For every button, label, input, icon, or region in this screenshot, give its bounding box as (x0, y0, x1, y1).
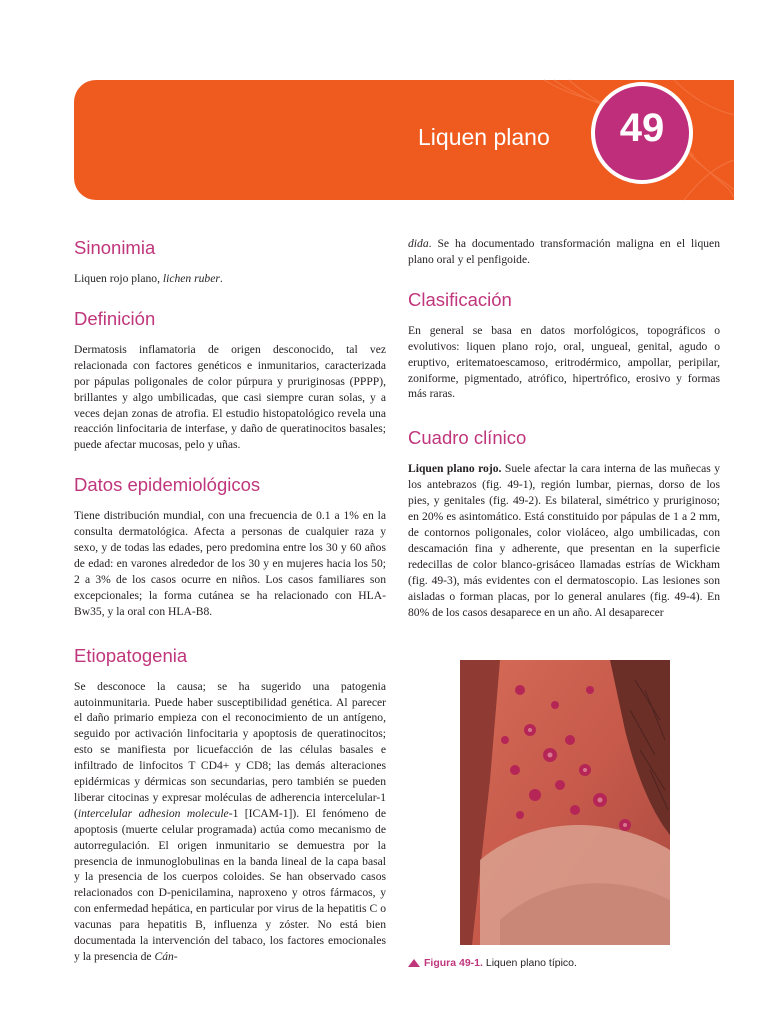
cuadro-clinico-text: Liquen plano rojo. Suele afectar la cara interna de las muñecas y los antebrazos (fig. 49-1), región lumbar, piernas, dorso de los pies, y genitales (fig. 49-2). Es bilateral, simétrico y pruriginoso; en 20% es asintomático. Está constituido por pápulas de 1 a 2 mm, de contornos poligonales, color violáceo, algo umbilicadas, con descamación fina y adherente, que presentan en la superficie redecillas de color blanco-grisáceo llamadas estrías de Wickham (fig. 49-3), más evidentes con el dermatoscopio. Las lesiones son aisladas o forman placas, por lo general anulares (fig. 49-4). En 80% de los casos desaparece en un año. Al desaparecer (408, 462, 720, 619)
left-column (74, 236, 386, 965)
etiopatogenia-text: Se desconoce la causa; se ha sugerido una patogenia autoinmunitaria. Puede haber susceptibilidad genética. Al parecer el daño primario empieza con el reconocimiento de un antígeno, seguido por activación linfocitaria y apoptosis de queratinocitos; esto se manifiesta por licuefacción de las células basales e infiltrado de linfocitos T CD4+ y CD8; las demás alteraciones epidérmicas y dérmicas son secundarias, pero también se pueden liberar citocinas y expresar moléculas de adherencia intercelular-1 (intercelular adhesion molecule-1 [ICAM-1]). El fenómeno de apoptosis (muerte celular programada) actúa como mecanismo de autorregulación. El origen inmunitario se demuestra por la presencia de inmunoglobulinas en la banda lineal de la capa basal y la presencia de los cuerpos coloides. Se han observado casos relacionados con D-penicilamina, naproxeno y otros fármacos, y con enfermedad hepática, en particular por virus de la hepatitis C o vacunas para hepatitis B, influenza y zóster. No está bien documentada la intervención del tabaco, los factores emocionales y la presencia de Cán- (74, 679, 386, 963)
figure-caption (408, 957, 577, 969)
epidemiologia-text: Tiene distribución mundial, con una frecuencia de 0.1 a 1% en la consulta dermatológica. Afecta a personas de cualquier raza y sexo, y de todas las edades, pero predomina entre los 30 y 60 años de edad: en varones alrededor de los 30 y en mujeres hacia los 50; 2 a 3% de los casos ocurre en niños. Los casos familiares son excepcionales; la forma cutánea se ha relacionado con HLA-Bw35, y la oral con HLA-B8. (74, 509, 386, 618)
heading-clasificacion: Clasificación (408, 288, 512, 310)
figure-label: Figura 49-1. (424, 957, 483, 969)
heading-definicion: Definición (74, 307, 156, 329)
heading-sinonimia: Sinonimia (74, 237, 156, 258)
chapter-number-badge (591, 82, 693, 184)
heading-epidemiologia: Datos epidemiológicos (74, 474, 261, 496)
triangle-marker-icon (408, 958, 420, 967)
right-column (408, 236, 720, 620)
clasificacion-text: En general se basa en datos morfológicos, topográficos o evolutivos: liquen plano rojo, oral, ungueal, genital, agudo o eruptivo, eritematoescamoso, eritrodérmico, ampollar, peripilar, zoniforme, pigmentado, atrófico, hipertrófico, erosivo y formas más raras. (408, 323, 720, 401)
skin-lesion-illustration (460, 660, 670, 945)
definicion-text: Dermatosis inflamatoria de origen desconocido, tal vez relacionada con factores genéticos e inmunitarios, caracterizada por pápulas poligonales de color púrpura y pruriginosas (PPPP), brillantes y algo umbilicadas, que casi siempre curan solas, y a veces dejan zonas de atrofia. El estudio histopatológico revela una reacción linfocitaria de interfase, y daño de queratinocitos basales; puede afectar mucosas, pelo y uñas. (74, 342, 386, 452)
chapter-label-vertical: CAPÍTULO (765, 164, 782, 249)
heading-etiopatogenia: Etiopatogenia (74, 644, 188, 666)
heading-cuadro-clinico: Cuadro clínico (408, 427, 527, 449)
continuation-text: dida. Se ha documentado transformación maligna en el liquen plano oral y el penfigoide. (408, 237, 720, 266)
sinonimia-text: Liquen rojo plano, lichen ruber. (74, 272, 223, 285)
chapter-number: 49 (619, 106, 665, 150)
chapter-title: Liquen plano (418, 124, 550, 150)
clinical-photo (460, 660, 670, 945)
figure-caption-text: Liquen plano típico. (485, 957, 577, 969)
